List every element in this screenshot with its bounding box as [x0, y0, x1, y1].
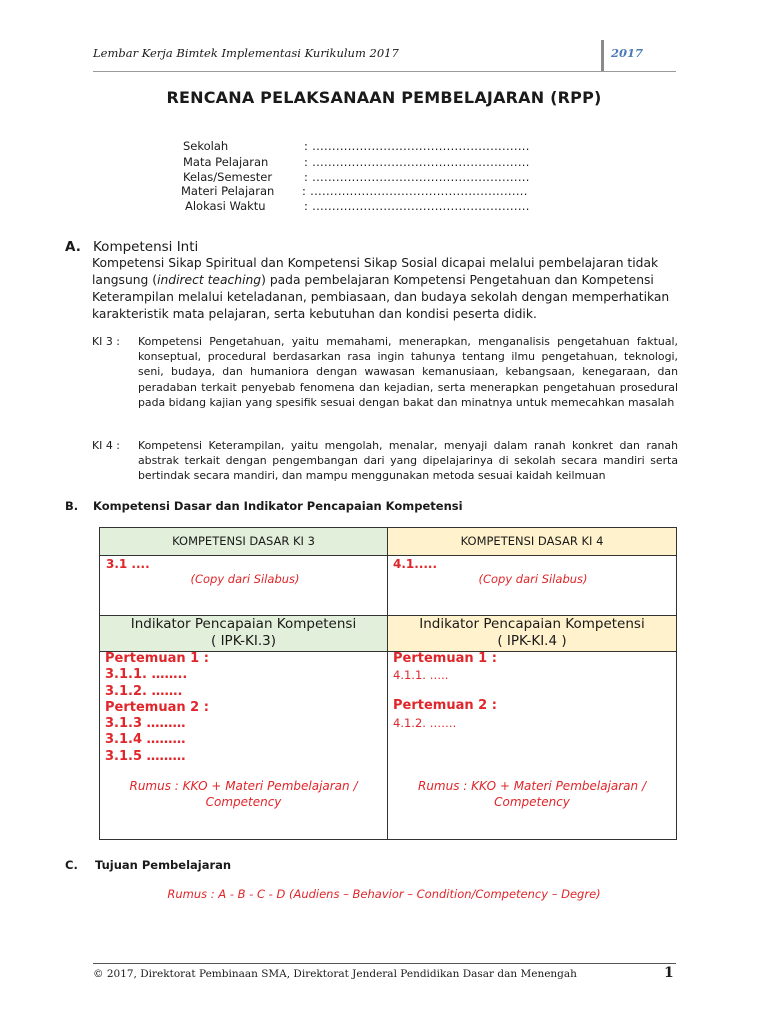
header-divider [601, 40, 604, 72]
kd-ipk-table [99, 527, 677, 840]
section-c-formula: Rumus : A - B - C - D (Audiens – Behavior – Condition/Competency – Degre) [167, 887, 601, 901]
section-c-letter: C. [65, 858, 78, 872]
ipk4-meeting-2: Pertemuan 2 : [393, 698, 497, 714]
section-a-paragraph [92, 255, 682, 323]
ipk3-item: 3.1.2. ……. [105, 683, 183, 699]
section-b-title: Kompetensi Dasar dan Indikator Pencapaian Kompetensi [93, 499, 463, 513]
identity-label: Alokasi Waktu [185, 199, 266, 213]
ipk4-title: Indikator Pencapaian Kompetensi [419, 616, 645, 632]
kd4-header: KOMPETENSI DASAR KI 4 [388, 528, 676, 555]
header-year: 2017 [611, 46, 644, 60]
ipk4-header [388, 616, 676, 651]
section-b-heading [65, 499, 463, 513]
identity-value: : ....................................................... [304, 155, 530, 169]
kd3-header: KOMPETENSI DASAR KI 3 [100, 528, 387, 555]
kd3-number: 3.1 .... [106, 557, 150, 571]
header-rule [93, 71, 676, 72]
rumus-line: Competency [494, 795, 570, 809]
page-number: 1 [664, 965, 674, 981]
ki3-label: KI 3 : [92, 335, 120, 348]
identity-row-kelas-semester [183, 170, 530, 184]
paragraph-text: ) pada pembelajaran Kompetensi Pengetahuan dan Kompetensi Keterampilan melalui keteladanan, pembiasaan, dan budaya sekolah dengan memperhatikan karakteristik mata pelajaran, serta kebutuhan dan kondisi peserta didik. [92, 273, 670, 321]
identity-label: Materi Pelajaran [181, 184, 275, 198]
section-a-title: Kompetensi Inti [93, 239, 199, 255]
identity-value: : ....................................................... [304, 170, 530, 184]
identity-row-mata-pelajaran [183, 155, 530, 169]
rumus-line: Rumus : KKO + Materi Pembelajaran / [129, 779, 358, 793]
ipk4-rumus [388, 778, 676, 810]
kd4-cell [393, 557, 673, 613]
identity-label: Kelas/Semester [183, 170, 273, 184]
identity-row-materi-pelajaran [181, 184, 528, 198]
paragraph-text: Kompetensi Sikap Spiritual dan Kompetensi Sikap Sosial dicapai melalui pembelajaran tidak langsung ( [92, 256, 659, 287]
ki4-block [92, 438, 678, 486]
section-a-letter: A. [65, 239, 81, 255]
ipk3-item: 3.1.4 ……… [105, 732, 186, 748]
section-a-heading [65, 239, 198, 255]
ki4-text: Kompetensi Keterampilan, yaitu mengolah, menalar, menyaji dalam ranah konkret dan ranah abstrak terkait dengan pengembangan dari yang dipelajarinya di sekolah secara mandiri serta bertindak secara mandiri, dan mampu menggunakan metoda sesuai kaidah keilmuan [138, 439, 678, 483]
identity-value: : ....................................................... [304, 139, 530, 153]
ipk3-item: 3.1.3 ……… [105, 716, 186, 732]
ipk3-item: Pertemuan 1 : [105, 651, 209, 666]
header-text: Lembar Kerja Bimtek Implementasi Kurikulum 2017 [93, 46, 399, 60]
ipk3-header [100, 616, 387, 651]
ipk4-subtitle: ( IPK-KI.4 ) [497, 633, 567, 649]
ipk4-item: 4.1.1. ….. [393, 668, 449, 683]
ipk3-title: Indikator Pencapaian Kompetensi [130, 616, 357, 632]
identity-value: : ....................................................... [302, 184, 528, 198]
rumus-line: Competency [205, 795, 282, 809]
ipk4-item: 4.1.2. ……. [393, 715, 457, 730]
ipk3-rumus [100, 778, 387, 810]
table-column-divider [387, 528, 388, 839]
footer-copyright: © 2017, Direktorat Pembinaan SMA, Direktorat Jenderal Pendidikan Dasar dan Menengah [93, 968, 577, 980]
identity-label: Sekolah [183, 139, 229, 153]
identity-row-alokasi-waktu [185, 199, 530, 213]
ipk3-subtitle: ( IPK-KI.3) [211, 633, 276, 649]
section-c-title: Tujuan Pembelajaran [95, 858, 232, 872]
kd4-number: 4.1..... [393, 557, 438, 571]
kd3-copy-note: (Copy dari Silabus) [190, 572, 300, 586]
identity-row-sekolah [183, 139, 530, 153]
identity-value: : ....................................................... [304, 199, 530, 213]
document-title: RENCANA PELAKSANAAN PEMBELAJARAN (RPP) [166, 88, 602, 107]
ipk3-item: 3.1.1. …….. [105, 667, 188, 683]
section-b-letter: B. [65, 499, 79, 513]
kd3-cell [106, 557, 384, 613]
ki3-block [92, 334, 678, 426]
footer-rule [93, 963, 676, 964]
ipk4-meeting-1: Pertemuan 1 : [393, 651, 497, 666]
rumus-line: Rumus : KKO + Materi Pembelajaran / [417, 779, 647, 793]
kd4-copy-note: (Copy dari Silabus) [478, 572, 588, 586]
ipk4-indicator-list [393, 651, 673, 731]
table-divider [100, 555, 676, 556]
identity-label: Mata Pelajaran [183, 155, 269, 169]
ki4-label: KI 4 : [92, 439, 120, 452]
ipk3-item: Pertemuan 2 : [105, 699, 209, 715]
paragraph-italic-term: indirect teaching [157, 273, 262, 287]
ipk3-indicator-list [105, 651, 383, 765]
ipk3-item: 3.1.5 ……… [105, 748, 186, 764]
ki3-text: Kompetensi Pengetahuan, yaitu memahami, menerapkan, menganalisis pengetahuan faktual, konseptual, procedural berdasarkan rasa ingin tahunya tentang ilmu pengetahuan, teknologi, seni, budaya, dan humaniora dengan wawasan kemanusiaan, kebangsaan, kenegaraan, dan peradaban terkait penyebab fenomena dan kejadian, serta menerapkan pengetahuan prosedural pada bidang kajian yang spesifik sesuai dengan bakat dan minatnya untuk memecahkan masalah [138, 335, 678, 409]
section-c-heading [65, 858, 231, 872]
